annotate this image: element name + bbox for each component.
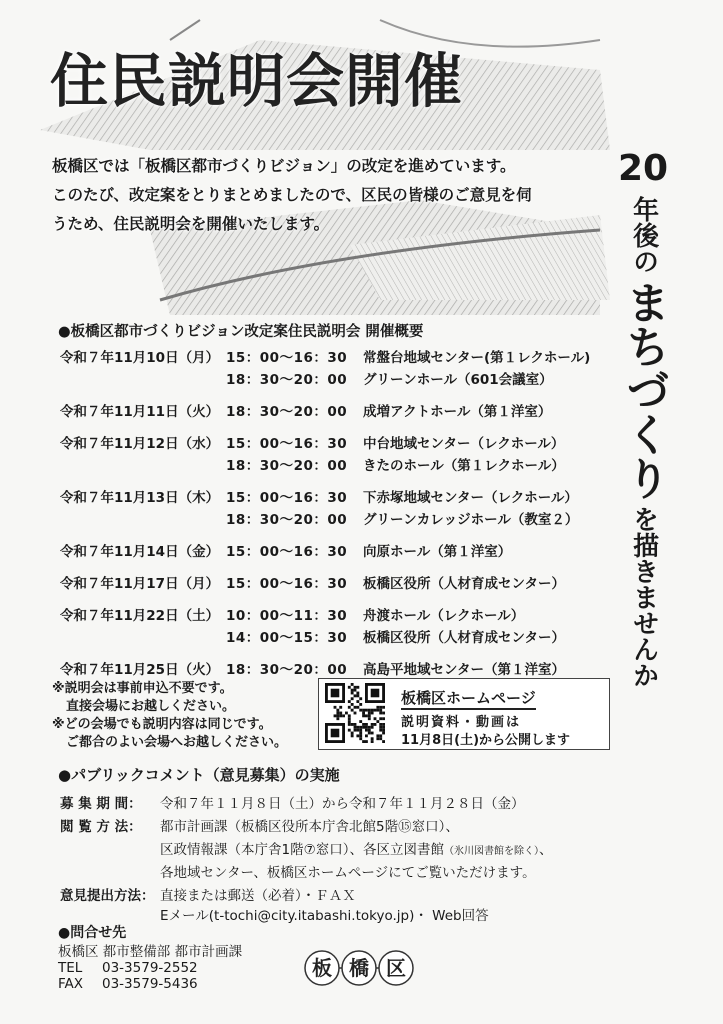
fax-number: 03-3579-5436 <box>102 976 198 992</box>
schedule-venue: グリーンホール（601会議室） <box>363 372 553 388</box>
svg-text:区: 区 <box>386 956 406 980</box>
fax-label: FAX <box>58 976 84 992</box>
itabashi-seal-logo <box>302 948 416 988</box>
note-line: ご都合のよい会場へお越しください。 <box>66 735 288 750</box>
schedule-venue: 中台地域センター（レクホール） <box>363 436 565 452</box>
schedule-venue: 高島平地域センター（第１洋室） <box>363 662 565 678</box>
inquiry-block <box>58 944 242 992</box>
submit-line: Eメール(t-tochi@city.itabashi.tokyo.jp)・ Web回答 <box>160 908 489 924</box>
schedule-heading: ●板橋区都市づくりビジョン改定案住民説明会 開催概要 <box>58 324 424 340</box>
schedule-time: 15：00〜16：30 <box>226 544 348 560</box>
inquiry-org: 板橋区 都市整備部 都市計画課 <box>58 944 243 960</box>
homepage-title: 板橋区ホームページ <box>401 687 536 710</box>
submit-label: 意見提出方法： <box>60 888 155 904</box>
schedule-date: 令和７年11月10日（月） <box>60 350 220 366</box>
schedule-time: 15：00〜16：30 <box>226 350 348 366</box>
schedule-venue: グリーンカレッジホール（教室２） <box>363 512 579 528</box>
public-comment-heading: ●パブリックコメント（意見募集）の実施 <box>58 766 340 784</box>
tel-label: TEL <box>58 960 83 976</box>
page-title: 住民説明会開催 <box>50 47 464 115</box>
view-label: 閲 覧 方 法： <box>60 819 142 835</box>
schedule-date: 令和７年11月11日（火） <box>60 404 220 420</box>
schedule-time: 15：00〜16：30 <box>226 576 348 592</box>
schedule-date: 令和７年11月25日（火） <box>60 662 220 678</box>
intro-line: うため、住民説明会を開催いたします。 <box>52 215 330 233</box>
note-line: ※説明会は事前申込不要です。 <box>52 681 233 696</box>
homepage-line: 11月8日(土)から公開します <box>401 733 571 748</box>
schedule-date: 令和７年11月12日（水） <box>60 436 220 452</box>
schedule-venue: 板橋区役所（人材育成センター） <box>363 630 565 646</box>
notes <box>52 680 287 752</box>
period-value: 令和７年１１月８日（土）から令和７年１１月２８日（金） <box>160 796 525 812</box>
schedule-time: 10：00〜11：30 <box>226 608 348 624</box>
schedule-time: 18：30〜20：00 <box>226 512 348 528</box>
schedule-time: 18：30〜20：00 <box>226 372 348 388</box>
tagline-number: 20 <box>617 148 669 189</box>
submit-line: 直接または郵送（必着）・ＦＡＸ <box>160 888 356 904</box>
schedule-time: 18：30〜20：00 <box>226 404 348 420</box>
view-line-small: （氷川図書館を除く） <box>443 846 539 857</box>
view-line <box>160 838 552 858</box>
view-line: 各地域センター、板橋区ホームページにてご覧いただけます。 <box>160 865 536 881</box>
schedule-venue: 舟渡ホール（レクホール） <box>363 608 525 624</box>
period-label: 募 集 期 間： <box>60 796 142 812</box>
schedule-time: 18：30〜20：00 <box>226 662 348 678</box>
schedule-venue: きたのホール（第１レクホール） <box>363 458 565 474</box>
schedule-date: 令和７年11月14日（金） <box>60 544 220 560</box>
schedule-time: 15：00〜16：30 <box>226 436 348 452</box>
qr-code-icon[interactable] <box>325 683 385 743</box>
inquiry-heading: ●問合せ先 <box>58 925 127 941</box>
schedule-date: 令和７年11月17日（月） <box>60 576 220 592</box>
homepage-line: 説明資料・動画は <box>401 715 522 730</box>
view-line-main: 区政情報課（本庁舎1階⑦窓口）、各区立図書館 <box>160 842 444 858</box>
intro-line: このたび、改定案をとりまとめましたので、区民の皆様のご意見を伺 <box>52 186 532 204</box>
schedule-venue: 下赤塚地域センター（レクホール） <box>363 490 578 506</box>
schedule-venue: 向原ホール（第１洋室） <box>363 544 512 560</box>
view-line: 都市計画課（板橋区役所本庁舎北館5階⑮窓口）、 <box>160 819 459 835</box>
schedule-date: 令和７年11月22日（土） <box>60 608 220 624</box>
tagline-part-b: まちづくり <box>618 279 670 500</box>
homepage-box <box>318 678 610 750</box>
schedule-time: 14：00〜15：30 <box>226 630 348 646</box>
side-tagline <box>608 150 678 688</box>
svg-text:板: 板 <box>312 956 332 980</box>
tagline-part-a: 年後の <box>628 195 659 274</box>
tel-number[interactable]: 03-3579-2552 <box>102 960 198 976</box>
intro-text <box>52 152 592 239</box>
tagline-part-c: を描きませんか <box>628 505 659 688</box>
schedule-date: 令和７年11月13日（木） <box>60 490 220 506</box>
intro-line: 板橋区では「板橋区都市づくりビジョン」の改定を進めています。 <box>52 157 516 175</box>
note-line: 直接会場にお越しください。 <box>66 699 236 714</box>
svg-text:橋: 橋 <box>349 956 369 980</box>
schedule-venue: 板橋区役所（人材育成センター） <box>363 576 565 592</box>
schedule-time: 15：00〜16：30 <box>226 490 348 506</box>
schedule-time: 18：30〜20：00 <box>226 458 348 474</box>
view-line-tail: 、 <box>538 842 553 858</box>
schedule-venue: 常盤台地域センター(第１レクホール) <box>363 350 591 366</box>
schedule-venue: 成増アクトホール（第１洋室） <box>363 404 552 420</box>
note-line: ※どの会場でも説明内容は同じです。 <box>52 717 272 732</box>
